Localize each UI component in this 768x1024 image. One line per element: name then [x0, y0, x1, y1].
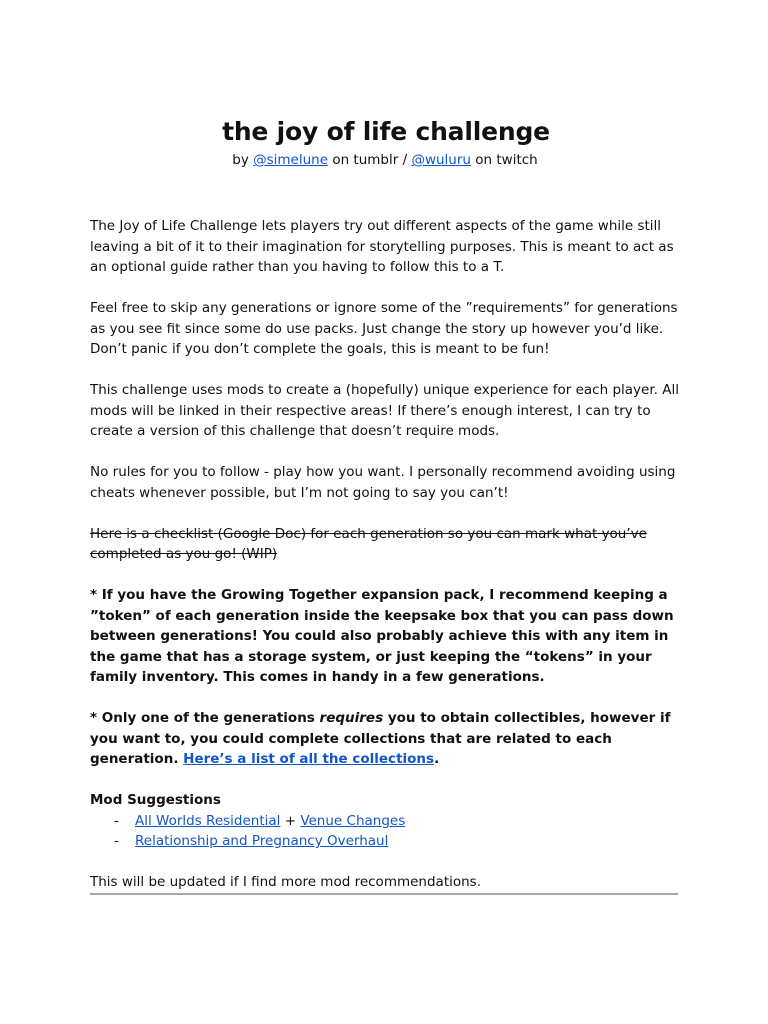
collectibles-note-end: . [434, 751, 440, 767]
collectibles-note-part2: you to obtain collectibles, however if you want to, you could complete collections that are related to each generation. [90, 710, 671, 767]
document-page [90, 112, 680, 895]
byline-on-twitch: on twitch [475, 152, 538, 168]
checklist-paragraph-struck: Here is a checklist (Google Doc) for each generation so you can mark what you’ve completed as you go! (WIP) [90, 525, 647, 562]
rules-paragraph: No rules for you to follow - play how you want. I personally recommend avoiding using cheats whenever possible, but I’m not going to say you can’t! [90, 464, 676, 501]
tumblr-handle-link[interactable]: @simelune [253, 152, 329, 168]
update-note: This will be updated if I find more mod recommendations. [90, 874, 482, 890]
byline-on-tumblr: on tumblr / [332, 152, 408, 168]
list-dash: - [114, 833, 119, 849]
all-worlds-residential-link[interactable]: All Worlds Residential [135, 812, 281, 829]
intro-paragraph: The Joy of Life Challenge lets players try out different aspects of the game while still leaving a bit of it to their imagination for storytelling purposes. This is meant to act as an optional guide rather than you having to follow this to a T. [90, 218, 674, 275]
twitch-handle-link[interactable]: @wuluru [411, 152, 471, 168]
byline [90, 152, 680, 168]
list-item [90, 811, 680, 832]
mods-usage-paragraph: This challenge uses mods to create a (hopefully) unique experience for each player. All mods will be linked in their respective areas! If there’s enough interest, I can try to create a version of this challenge that doesn’t require mods. [90, 382, 679, 439]
collections-list-link[interactable]: Here’s a list of all the collections [183, 751, 435, 767]
horizontal-divider [90, 893, 678, 895]
collectibles-note-requires: requires [319, 710, 384, 726]
venue-changes-link[interactable]: Venue Changes [300, 812, 406, 829]
skip-generations-paragraph: Feel free to skip any generations or ignore some of the ”requirements” for generations as you see fit since some do use packs. Just change the story up however you’d like. Don’t panic if you don’t complete the goals, this is meant to be fun! [90, 300, 678, 357]
mod-suggestions-list [90, 811, 680, 852]
mod-joiner: + [280, 812, 301, 829]
collectibles-note-part1: * Only one of the generations [90, 710, 320, 726]
list-item [90, 831, 680, 852]
collectibles-note [90, 708, 680, 770]
byline-by: by [232, 152, 249, 168]
page-title: the joy of life challenge [222, 117, 550, 146]
growing-together-note: * If you have the Growing Together expansion pack, I recommend keeping a ”token” of each generation inside the keepsake box that you can pass down between generations! You could also probably achieve this with any item in the game that has a storage system, or just keeping the “tokens” in your family inventory. This comes in handy in a few generations. [90, 587, 674, 685]
relationship-pregnancy-overhaul-link[interactable]: Relationship and Pregnancy Overhaul [135, 833, 389, 849]
list-dash: - [114, 812, 119, 829]
mod-suggestions-heading: Mod Suggestions [90, 792, 221, 808]
